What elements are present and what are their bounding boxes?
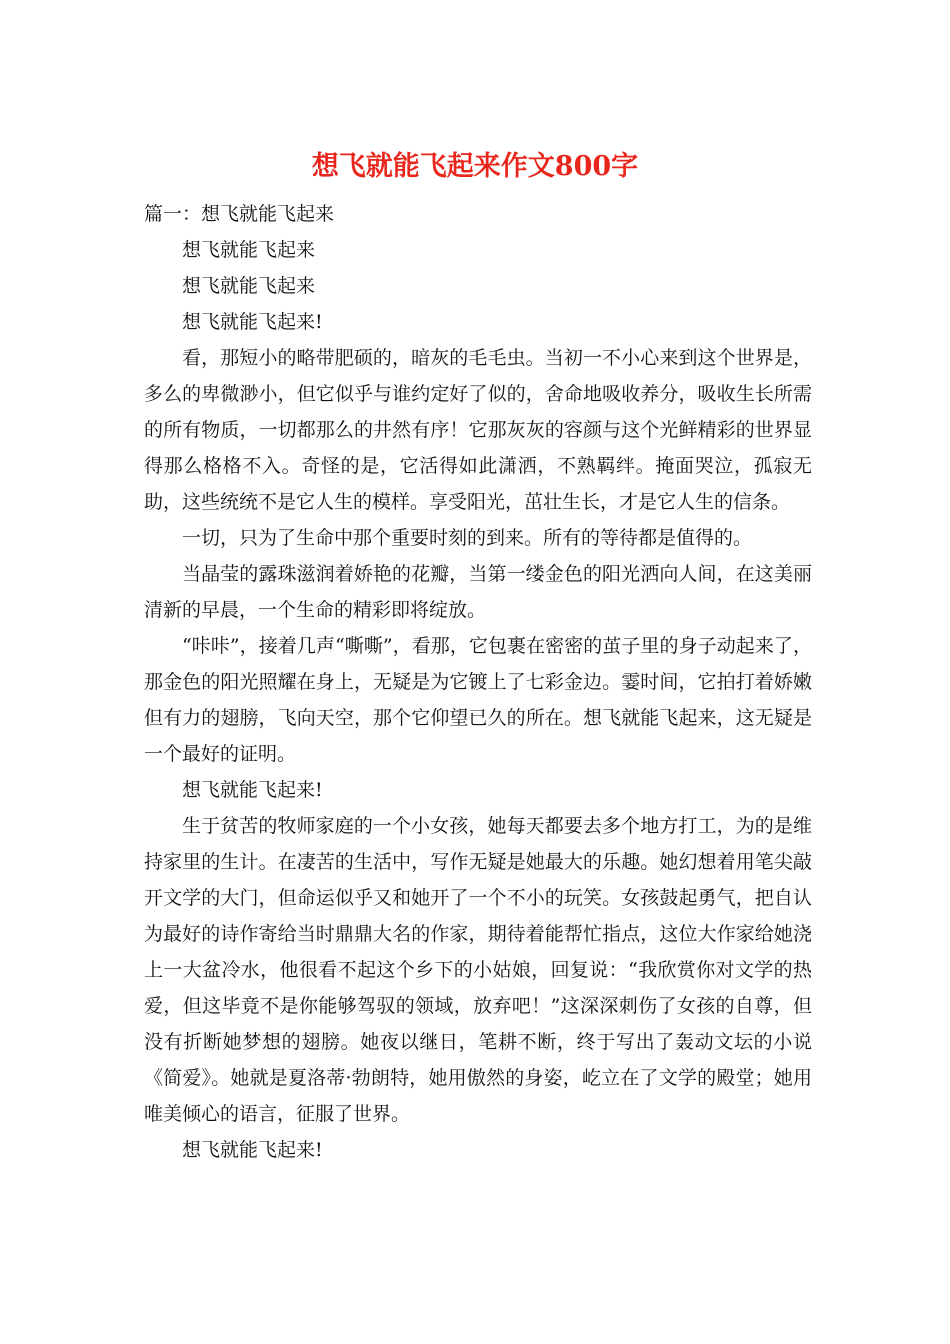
paragraph: 想飞就能飞起来! [182,311,323,333]
paragraph: 想飞就能飞起来 [182,239,316,261]
paragraph: 看，那短小的略带肥硕的，暗灰的毛毛虫。当初一不小心来到这个世界是，多么的卑微渺小，但它似乎与谁约定好了似的，舍命地吸收养分，吸收生长所需的所有物质，一切都那么的井然有序！它那灰灰的容颜与这个光鲜精彩的世界显得那么格格不入。奇怪的是，它活得如此潇洒，不熟羁绊。掩面哭泣，孤寂无助，这些统统不是它人生的模样。享受阳光，茁壮生长，才是它人生的信条。 [144,347,812,513]
paragraph: “咔咔”，接着几声“嘶嘶”，看那，它包裹在密密的茧子里的身子动起来了，那金色的阳光照耀在身上，无疑是为它镀上了七彩金边。霎时间，它拍打着娇嫩但有力的翅膀，飞向天空，那个它仰望已久的所在。想飞就能飞起来，这无疑是一个最好的证明。 [144,635,812,765]
paragraph: 一切，只为了生命中那个重要时刻的到来。所有的等待都是值得的。 [182,527,753,549]
paragraph: 当晶莹的露珠滋润着娇艳的花瓣，当第一缕金色的阳光洒向人间，在这美丽清新的早晨，一个生命的精彩即将绽放。 [144,563,812,621]
paragraph: 想飞就能飞起来! [182,1139,323,1161]
section-heading: 篇一：想飞就能飞起来 [144,203,335,225]
document-body [144,196,812,1168]
document-title: 想飞就能飞起来作文800字 [311,151,639,182]
paragraph: 想飞就能飞起来 [182,275,316,297]
paragraph: 想飞就能飞起来! [182,779,323,801]
paragraph: 生于贫苦的牧师家庭的一个小女孩，她每天都要去多个地方打工，为的是维持家里的生计。在凄苦的生活中，写作无疑是她最大的乐趣。她幻想着用笔尖敲开文学的大门，但命运似乎又和她开了一个不小的玩笑。女孩鼓起勇气，把自认为最好的诗作寄给当时鼎鼎大名的作家，期待着能帮忙指点，这位大作家给她浇上一大盆冷水，他很看不起这个乡下的小姑娘，回复说：“我欣赏你对文学的热爱，但这毕竟不是你能够驾驭的领域，放弃吧！”这深深刺伤了女孩的自尊，但没有折断她梦想的翅膀。她夜以继日，笔耕不断，终于写出了轰动文坛的小说《简爱》。她就是夏洛蒂·勃朗特，她用傲然的身姿，屹立在了文学的殿堂；她用唯美倾心的语言，征服了世界。 [144,815,812,1125]
